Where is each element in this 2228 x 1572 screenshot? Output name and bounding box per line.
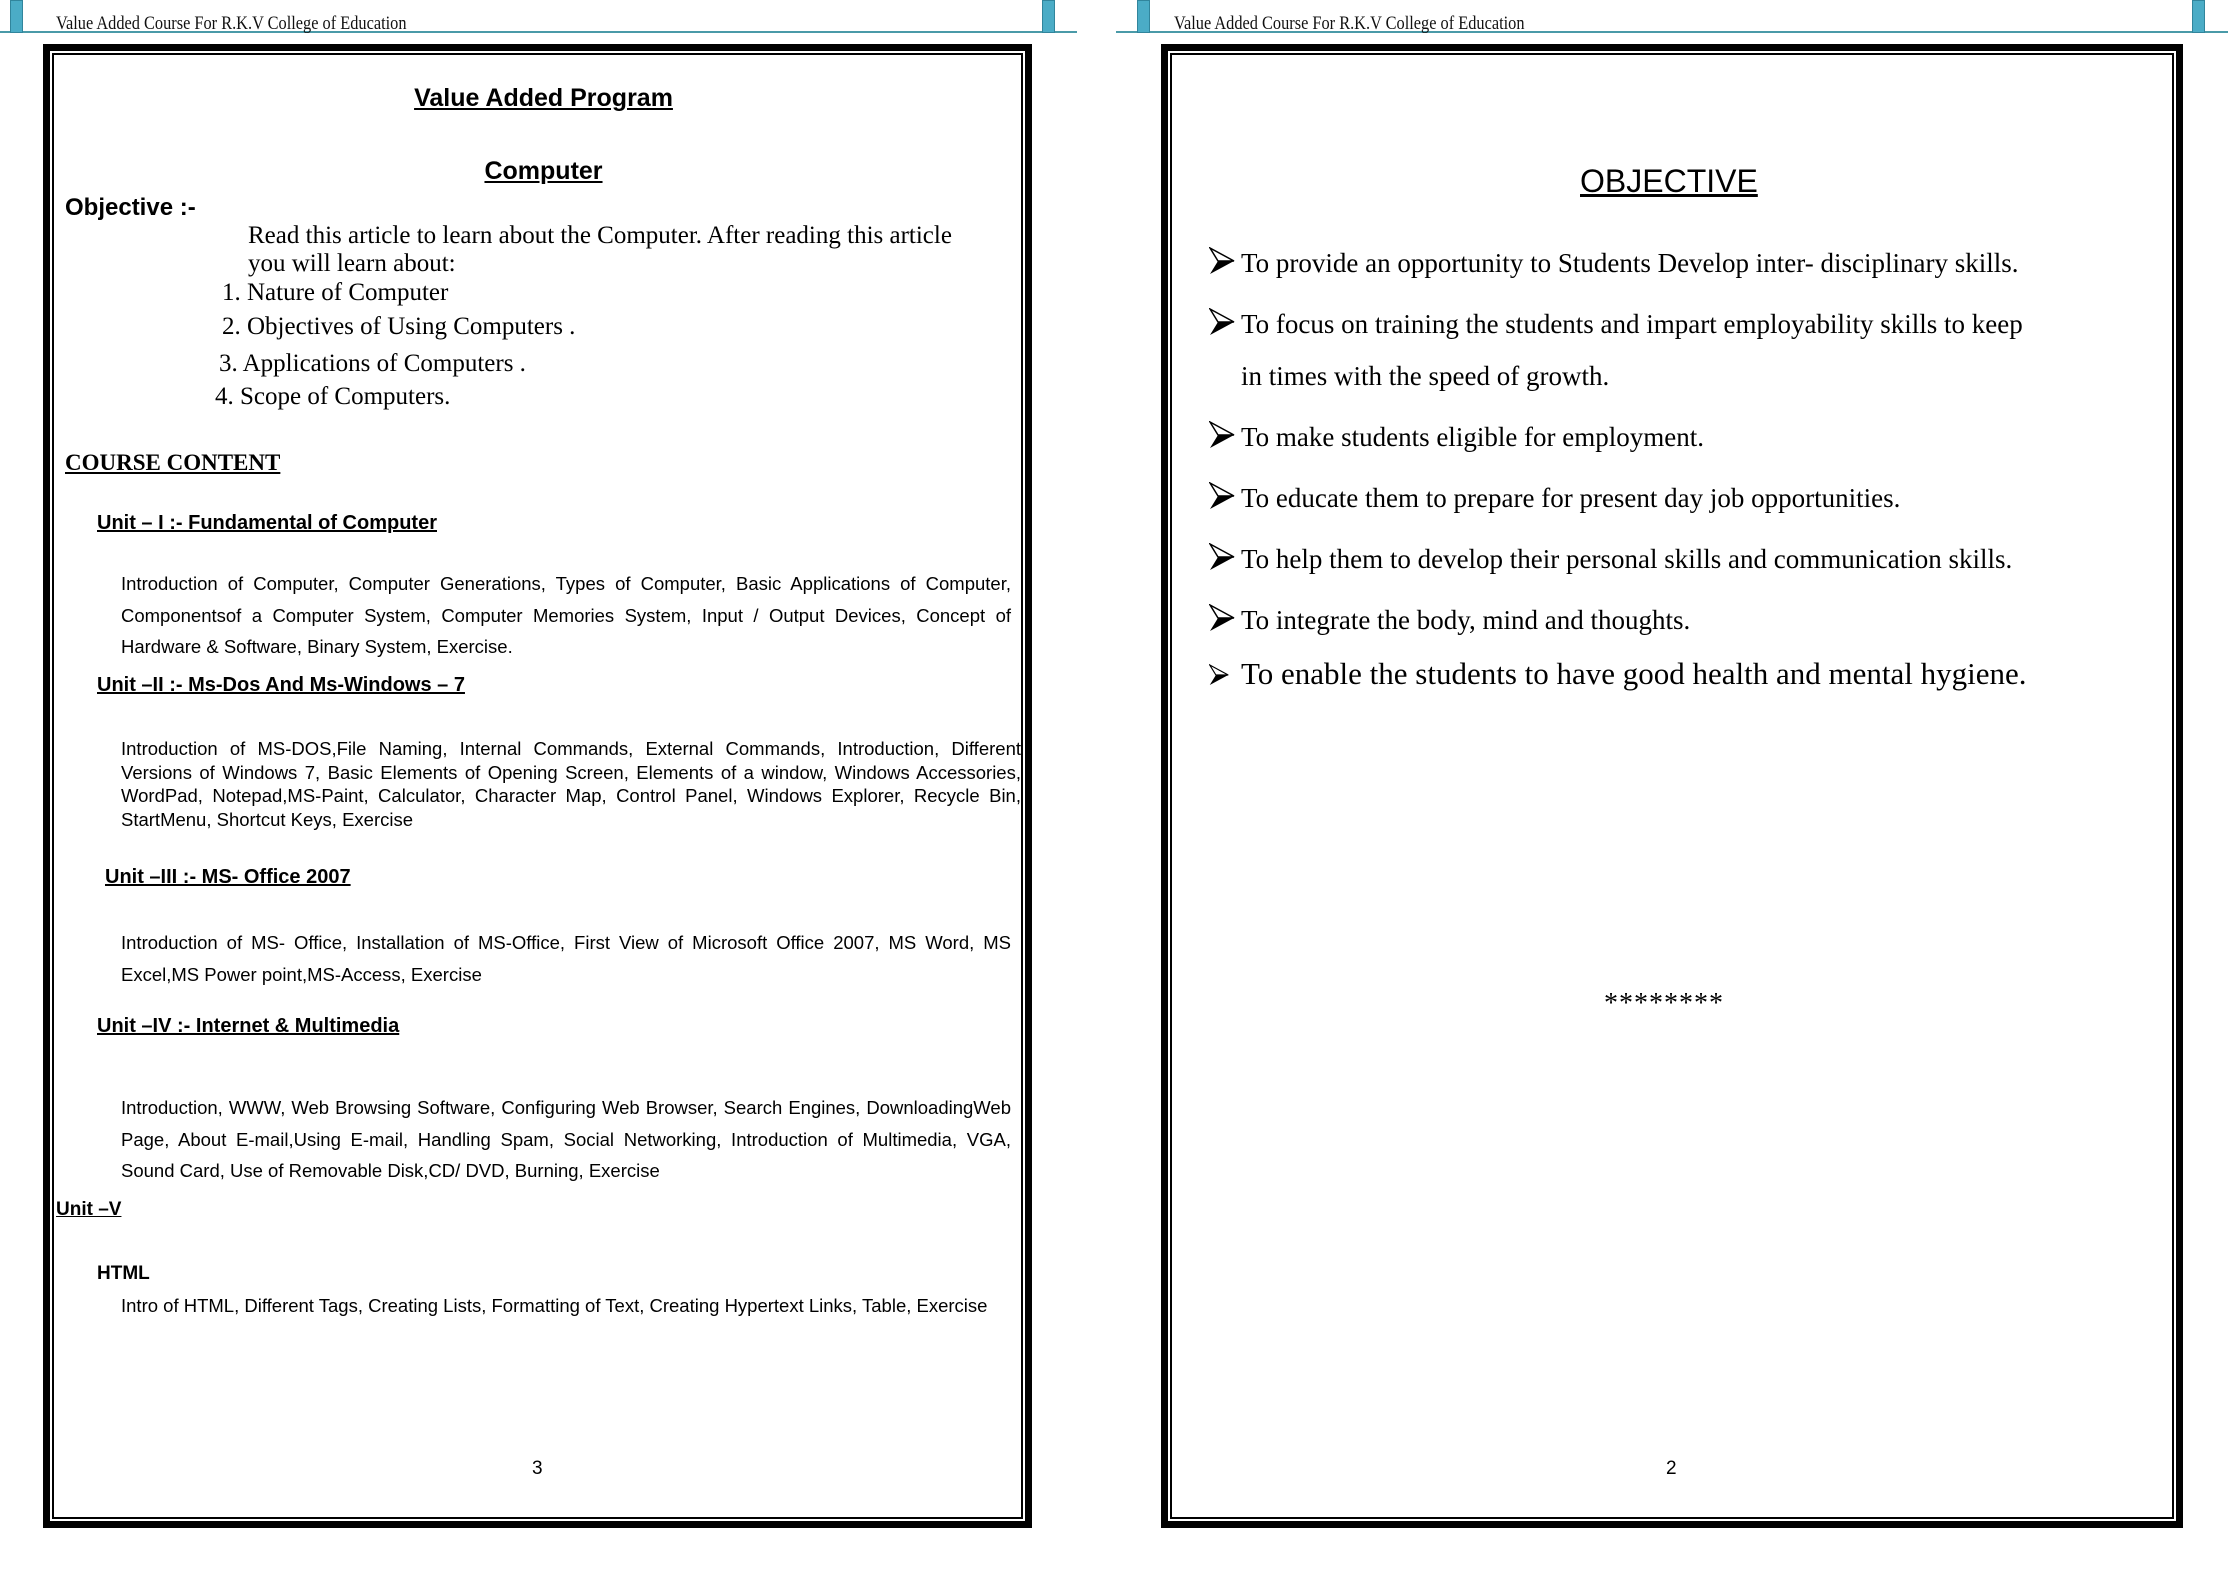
header-tab-marker [1137, 0, 1150, 33]
arrowhead-bullet-icon [1209, 247, 1241, 279]
unit-heading: Unit –IV :- Internet & Multimedia [97, 1015, 400, 1037]
unit-heading: Unit – I :- Fundamental of Computer [97, 512, 437, 534]
objective-label: Objective :- [65, 194, 196, 221]
objective-item: To provide an opportunity to Students Develop inter- disciplinary skills. [1209, 247, 2018, 279]
unit-heading: Unit –III :- MS- Office 2007 [105, 866, 351, 888]
objective-item: To enable the students to have good health and mental hygiene. [1209, 656, 2027, 692]
unit-body: Introduction of Computer, Computer Generations, Types of Computer, Basic Applications of Computer, Componentsof a Computer System, Computer Memories System, Input / Output Devices, Concept of Hardware & Software, Binary System, Exercise. [121, 573, 1011, 657]
unit-heading: Unit –V [56, 1199, 122, 1220]
unit-subheading: HTML [97, 1263, 150, 1284]
unit-body: Introduction, WWW, Web Browsing Software, Configuring Web Browser, Search Engines, DownloadingWeb Page, About E-mail,Using E-mail, Handling Spam, Social Networking, Introduction of Multimedia, VGA, Sound Card, Use of Removable Disk,CD/ DVD, Burning, Exercise [121, 1097, 1011, 1181]
unit-heading: Unit –II :- Ms-Dos And Ms-Windows – 7 [97, 674, 465, 696]
unit-body: Introduction of MS- Office, Installation of MS-Office, First View of Microsoft Office 2007, MS Word, MS Excel,MS Power point,MS-Access, Exercise [121, 932, 1011, 985]
objective-title: OBJECTIVE [1580, 163, 1758, 199]
arrowhead-bullet-icon [1209, 543, 1241, 575]
objective-item: To help them to develop their personal skills and communication skills. [1209, 543, 2012, 575]
arrowhead-bullet-icon [1209, 656, 1241, 692]
unit-body: Introduction of MS-DOS,File Naming, Internal Commands, External Commands, Introduction, Different Versions of Windows 7, Basic Elements of Opening Screen, Elements of a window, Windows Accessories, WordPad, Notepad,MS-Paint, Calculator, Character Map, Control Panel, Windows Explorer, Recycle Bin, StartMenu, Shortcut Keys, Exercise [121, 738, 1021, 830]
objective-item: To make students eligible for employment. [1209, 421, 1704, 453]
page-number: 3 [532, 1458, 543, 1479]
objective-item: To integrate the body, mind and thoughts. [1209, 604, 1690, 636]
arrowhead-bullet-icon [1209, 482, 1241, 514]
header-tab-marker [2192, 0, 2205, 33]
topic-list-item: 4. Scope of Computers. [215, 383, 451, 410]
running-header: Value Added Course For R.K.V College of Education [56, 13, 407, 34]
course-content-heading: COURSE CONTENT [65, 450, 281, 475]
page-number: 2 [1666, 1458, 1677, 1479]
page-title: Value Added Program [414, 84, 673, 112]
topic-list-item: 1. Nature of Computer [222, 279, 449, 306]
intro-text-line: Read this article to learn about the Computer. After reading this article [248, 222, 952, 249]
arrowhead-bullet-icon [1209, 604, 1241, 636]
unit-body: Intro of HTML, Different Tags, Creating Lists, Formatting of Text, Creating Hypertext Links, Table, Exercise [121, 1295, 988, 1316]
arrowhead-bullet-icon [1209, 308, 1241, 340]
objective-item: To focus on training the students and impart employability skills to keep [1209, 308, 2023, 340]
objective-item-continuation: in times with the speed of growth. [1241, 361, 1610, 391]
intro-text-line: you will learn about: [248, 250, 456, 277]
topic-list-item: 2. Objectives of Using Computers . [222, 313, 576, 340]
objective-item: To educate them to prepare for present day job opportunities. [1209, 482, 1900, 514]
separator-asterisks: ******** [1604, 988, 1724, 1019]
page-subtitle: Computer [484, 157, 603, 185]
running-header: Value Added Course For R.K.V College of Education [1174, 13, 1525, 34]
arrowhead-bullet-icon [1209, 421, 1241, 453]
topic-list-item: 3. Applications of Computers . [219, 350, 526, 377]
